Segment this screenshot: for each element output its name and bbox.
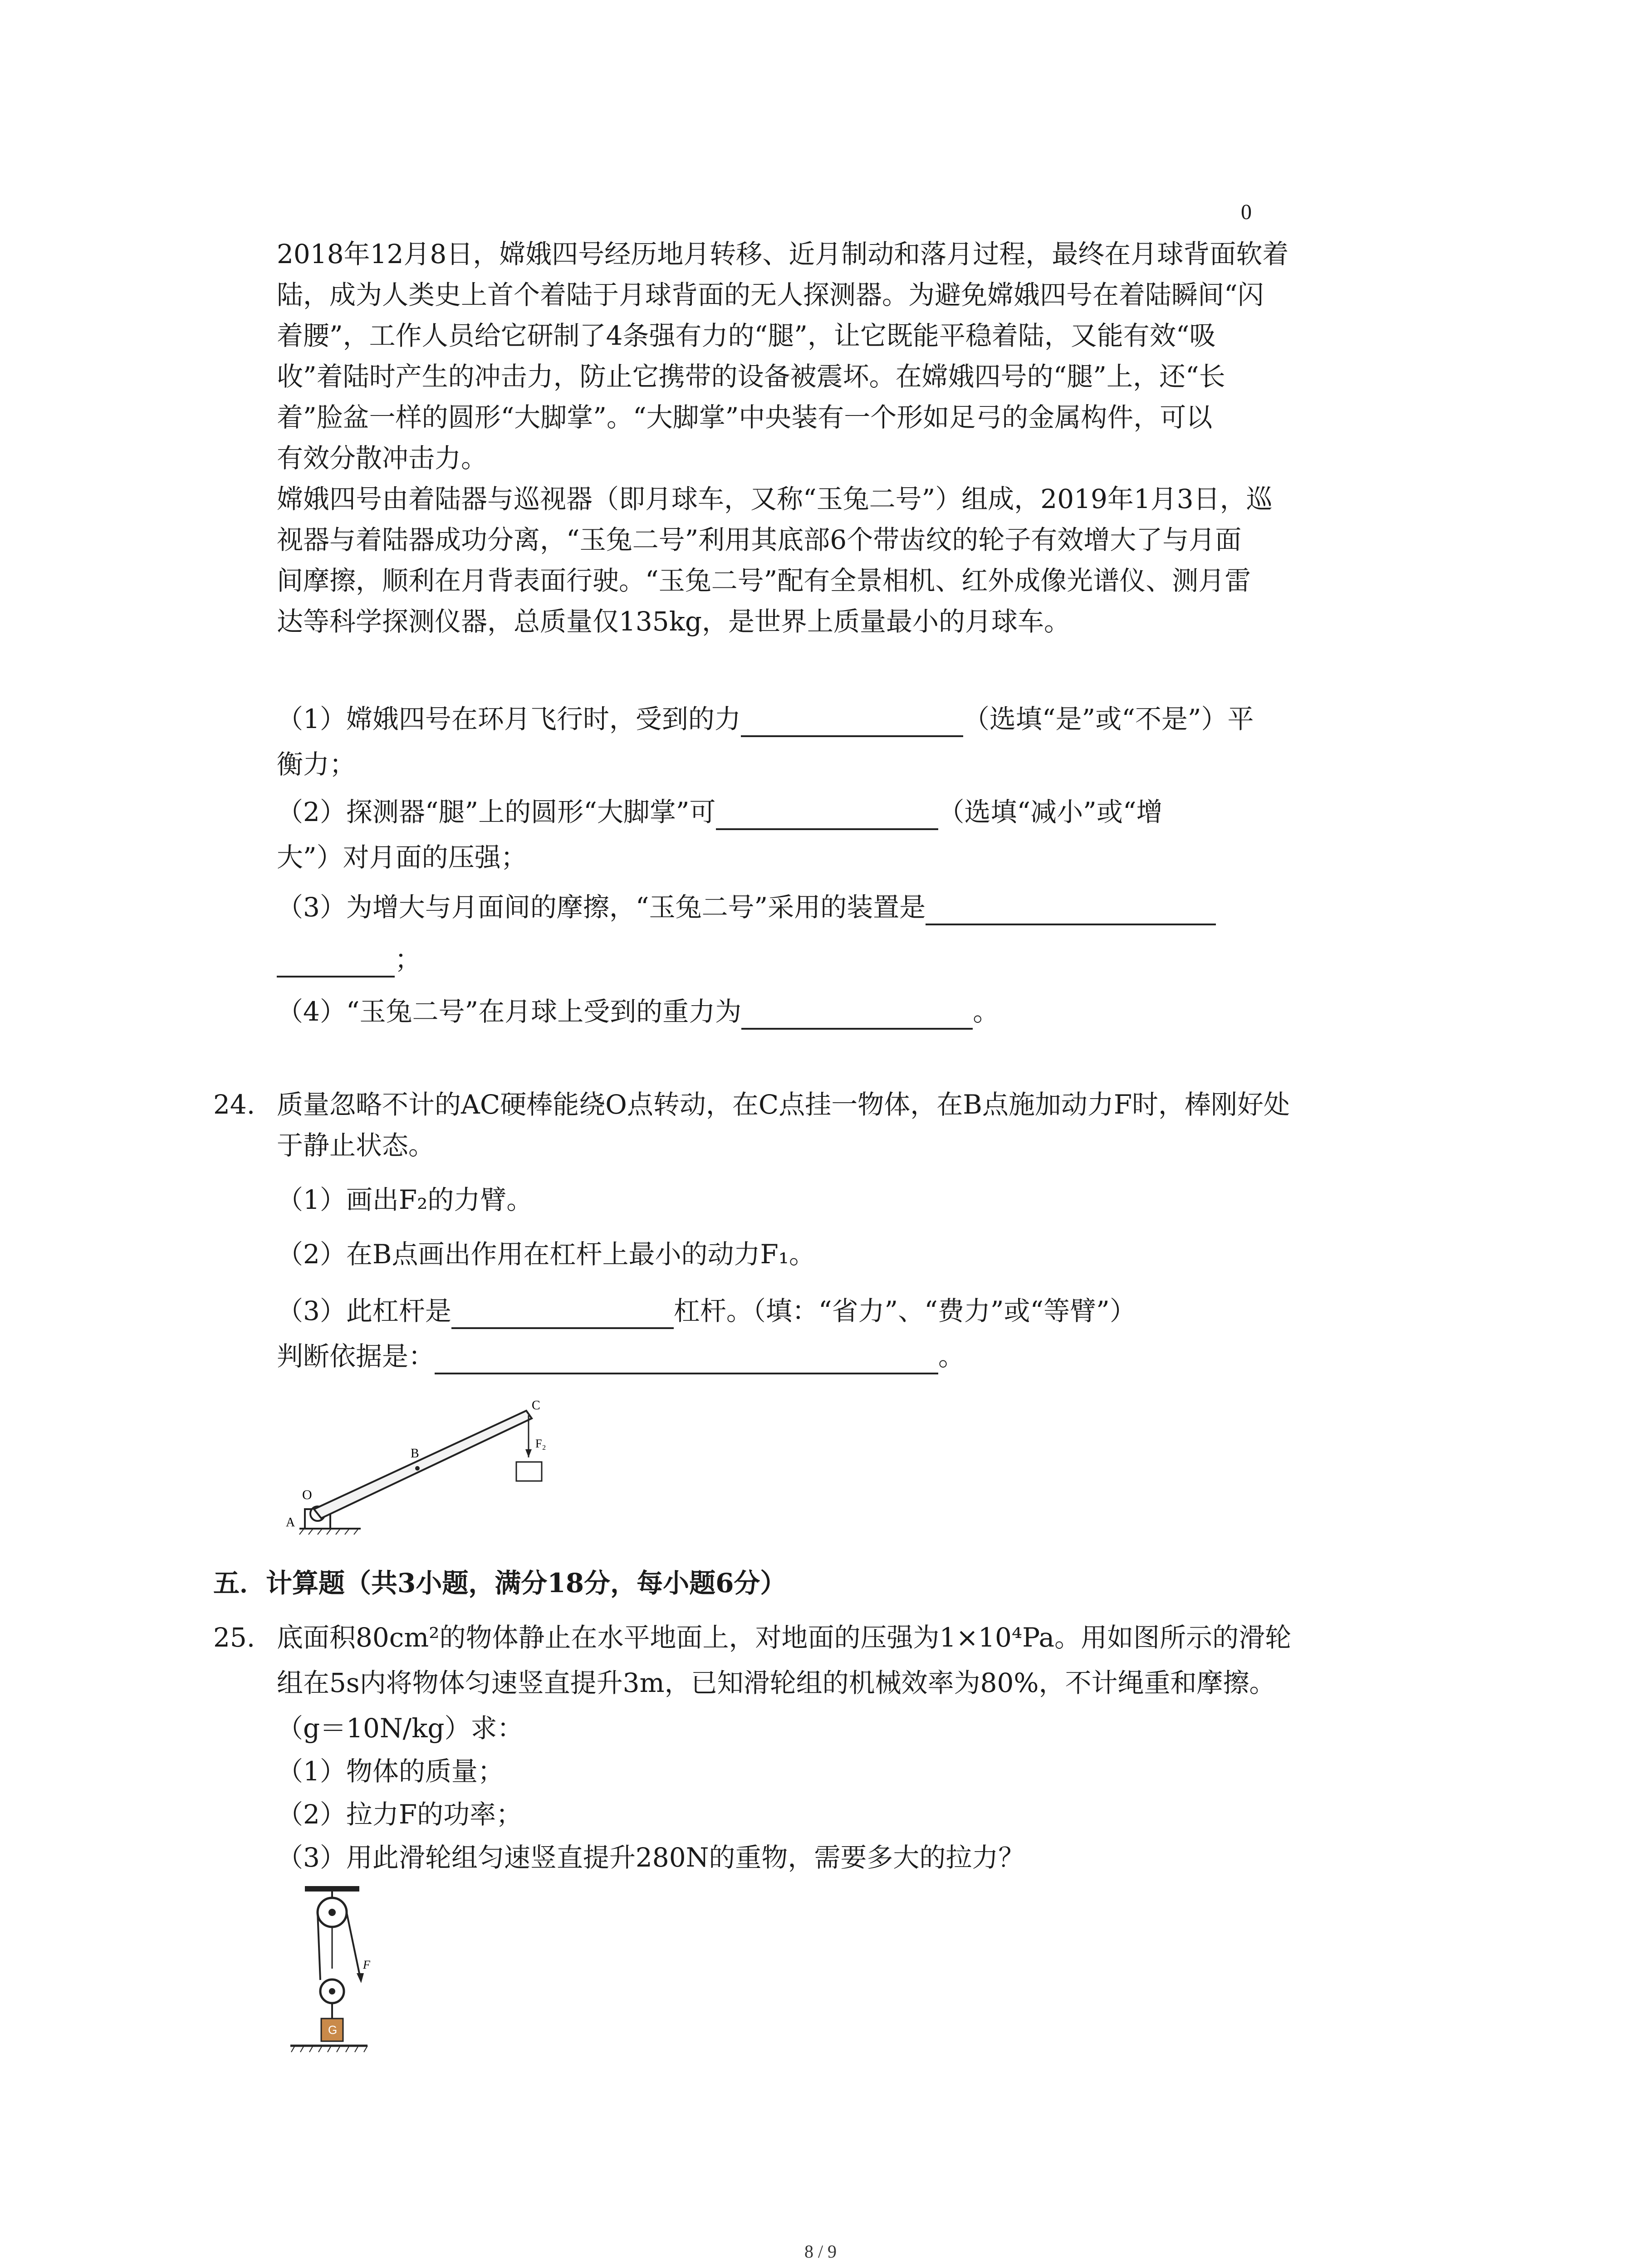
q24-part3-hint: 杠杆。（填：“省力”、“费力”或“等臂”） [673,1295,1136,1326]
label-o: O [302,1487,312,1502]
label-f: F [363,1958,370,1971]
question-number: 25. [213,1622,255,1653]
answer-blank[interactable] [451,1298,674,1329]
answer-blank[interactable] [435,1344,938,1374]
passage-line: 嫦娥四号由着陆器与巡视器（即月球车，又称“玉兔二号”）组成，2019年1月3日，巡 [277,484,1273,514]
q23-part4 [277,993,999,1030]
q25-part1: （1）物体的质量； [277,1756,504,1787]
q25-given: （g＝10N/kg）求： [277,1713,524,1744]
label-c: C [532,1398,540,1413]
lever-figure [281,1390,581,1535]
passage-line: 间摩擦，顺利在月背表面行驶。“玉兔二号”配有全景相机、红外成像光谱仪、测月雷 [277,565,1251,596]
q24-part3-text: （3）此杠杆是 [277,1295,451,1326]
q23-part2-text: （2）探测器“腿”上的圆形“大脚掌”可 [277,797,716,827]
label-b: B [411,1447,419,1461]
ceiling-beam [305,1886,359,1892]
q24-stem: 质量忽略不计的AC硬棒能绕O点转动，在C点挂一物体，在B点施加动力F时，棒刚好处 [277,1089,1290,1120]
label-a: A [286,1515,295,1530]
passage-line: 达等科学探测仪器，总质量仅135kg，是世界上质量最小的月球车。 [277,606,1070,637]
q23-part3-cont [277,941,421,978]
answer-blank[interactable] [741,999,973,1030]
passage-line: 着腰”，工作人员给它研制了4条强有力的“腿”，让它既能平稳着陆，又能有效“吸 [277,320,1216,351]
passage-line: 2018年12月8日，嫦娥四号经历地月转移、近月制动和落月过程，最终在月球背面软着 [277,239,1289,269]
q24-part4-end: 。 [938,1341,965,1372]
q25-stem: 组在5s内将物体匀速竖直提升3m，已知滑轮组的机械效率为80%，不计绳重和摩擦。 [277,1667,1276,1698]
section-heading: 五．计算题（共3小题，满分18分，每小题6分） [213,1568,787,1598]
answer-blank[interactable] [741,706,963,737]
q23-part1-cont: 衡力； [277,749,356,780]
q23-part3-text: （3）为增大与月面间的摩擦，“玉兔二号”采用的装置是 [277,892,926,923]
answer-blank[interactable] [277,947,395,978]
question-number: 24. [213,1089,255,1120]
q24-part4 [277,1338,965,1374]
rope-left [318,1912,320,1980]
q23-part2 [277,794,1162,830]
passage-line: 视器与着陆器成功分离，“玉兔二号”利用其底部6个带齿纹的轮子有效增大了与月面 [277,524,1242,555]
q23-part1-text: （1）嫦娥四号在环月飞行时，受到的力 [277,704,741,734]
q25-part2: （2）拉力F的功率； [277,1799,523,1830]
movable-pulley-axle [329,1988,335,1994]
pulley-figure [281,1882,372,2059]
q24-stem: 于静止状态。 [277,1130,435,1161]
passage-line: 有效分散冲击力。 [277,443,488,474]
q23-part1-hint: （选填“是”或“不是”）平 [963,704,1254,734]
page-number: 8 / 9 [804,2241,837,2262]
answer-blank[interactable] [926,894,1216,925]
q24-part1: （1）画出F₂的力臂。 [277,1184,533,1215]
rope-pull [347,1912,360,1978]
lever-rod [314,1411,532,1518]
q23-part3-end: ； [395,944,421,975]
label-f2: F₂ [535,1437,546,1450]
q23-part2-cont: 大”）对月面的压强； [277,842,527,873]
hanging-weight [516,1462,542,1481]
passage-line: 收”着陆时产生的冲击力，防止它携带的设备被震坏。在嫦娥四号的“腿”上，还“长 [277,361,1225,392]
passage-line: 着”脸盆一样的圆形“大脚掌”。“大脚掌”中央装有一个形如足弓的金属构件，可以 [277,402,1213,433]
answer-blank[interactable] [716,799,938,830]
q24-part2: （2）在B点画出作用在杠杆上最小的动力F₁。 [277,1239,816,1270]
q25-part3: （3）用此滑轮组匀速竖直提升280N的重物，需要多大的拉力？ [277,1842,1025,1873]
passage-line: 陆，成为人类史上首个着陆于月球背面的无人探测器。为避免嫦娥四号在着陆瞬间“闪 [277,279,1264,310]
label-g: G [328,2023,338,2037]
q24-part4-text: 判断依据是： [277,1341,435,1372]
f2-arrow [525,1449,532,1457]
force-arrow [357,1973,364,1983]
q23-part4-end: 。 [973,996,999,1027]
q23-part4-text: （4）“玉兔二号”在月球上受到的重力为 [277,996,742,1027]
stray-mark: 0 [1241,200,1252,224]
q23-part3 [277,889,1216,925]
q24-part3 [277,1293,1136,1329]
point-b [415,1466,420,1471]
q23-part1 [277,701,1254,737]
fixed-pulley-axle [328,1909,336,1916]
q25-stem: 底面积80cm²的物体静止在水平地面上，对地面的压强为1×10⁴Pa。用如图所示的滑轮 [277,1622,1292,1653]
q23-part2-hint: （选填“减小”或“增 [938,797,1163,827]
